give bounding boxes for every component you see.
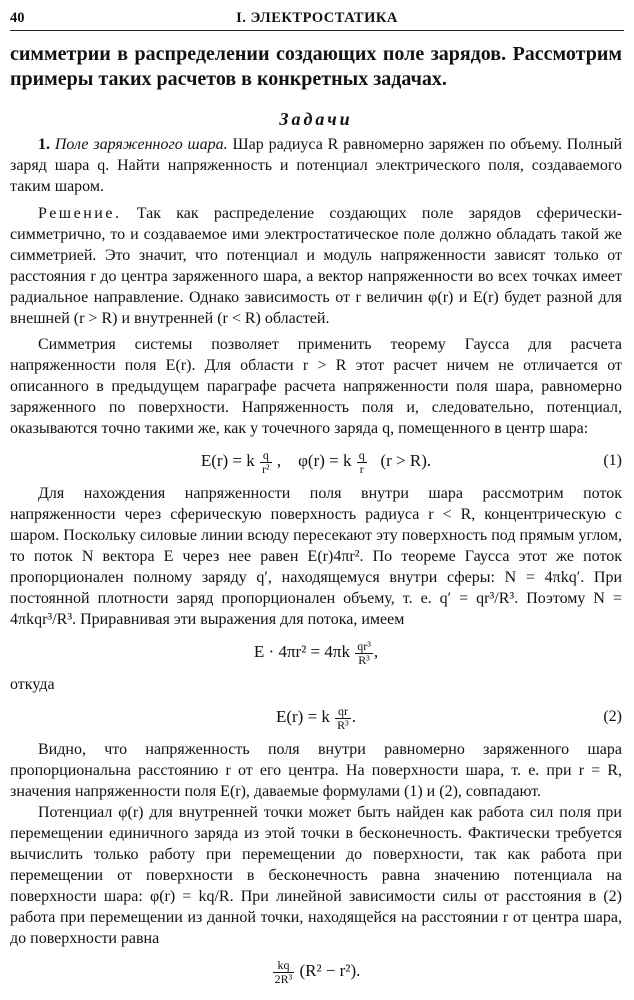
eq1-mid: , φ(r) = k — [276, 451, 352, 470]
potential-paragraph: Потенциал φ(r) для внутренней точки может быть найден как работа сил поля при перемещении единичного заряда из этой точки в бесконечность. Фактически требуется вычислить только работу при перемещении до поверхности, так как работа при перемещении от поверхности в бесконечность равна значению потенциала на поверхности шара: φ(r) = kq/R. При линейной зависимости силы от расстояния в (2) работа при перемещении из данной точки, находящейся на расстоянии r от центра шара, до поверхности равна — [10, 804, 622, 947]
eq-flux-tail: , — [373, 642, 379, 661]
eq2-number: (2) — [603, 708, 622, 725]
eq-flux-num: qr³ — [357, 638, 371, 653]
problem-statement — [10, 134, 622, 197]
eq1-condition: (r > R). — [372, 451, 432, 470]
eq-flux-den: R³ — [358, 652, 370, 667]
equation-flux — [10, 630, 622, 674]
seen-paragraph: Видно, что напряженность поля внутри равномерно заряженного шара пропорциональна расстоянию r от его центра. На поверхности шара, т. е. при r = R, значения напряженности поля E(r), даваемые формулами (1) и (2), совпадают. — [10, 741, 622, 800]
problem-number: 1. — [38, 136, 50, 153]
eq1-fraction-a — [260, 449, 272, 476]
equation-2 — [10, 695, 622, 739]
eq2-fraction — [335, 705, 351, 732]
eq3-fraction — [273, 959, 295, 986]
eq2-left: E(r) = k — [275, 707, 330, 726]
gauss-paragraph: Симметрия системы позволяет применить теорему Гаусса для расчета напряженности поля E(r). Для области r > R этот расчет ничем не отличается от описанного в предыдущем параграфе расчета напряженности поля шара, равномерно заряженного по поверхности. Напряженность поля и, следовательно, потенциал, оказываются точно такими же, как у точечного заряда q, помещенного в центр шара: — [10, 336, 622, 437]
eq1-frac-a-den: r² — [262, 461, 270, 476]
page-number: 40 — [10, 10, 25, 26]
equation-1 — [10, 439, 622, 483]
eq3-tail: (R² − r²). — [295, 961, 361, 980]
equation-3 — [10, 949, 622, 993]
eq1-left: E(r) = k — [200, 451, 255, 470]
whence-word: откуда — [10, 676, 55, 693]
eq-flux-left: E · 4πr² = 4πk — [253, 642, 350, 661]
eq3-den: 2R³ — [274, 971, 293, 986]
eq1-fraction-b — [357, 449, 367, 476]
eq-flux-fraction — [355, 640, 373, 667]
eq2-num: qr — [335, 705, 351, 719]
eq3-num: kq — [273, 959, 295, 973]
solution-paragraph — [10, 203, 622, 329]
running-title: I. ЭЛЕКТРОСТАТИКА — [236, 10, 398, 26]
eq1-frac-b-num: q — [358, 447, 365, 462]
eq2-tail: . — [351, 707, 357, 726]
lead-paragraph: симметрии в распределении создающих поле зарядов. Рассмотрим примеры таких расчетов в конкретных задачах. — [10, 43, 622, 90]
problem-text: Шар радиуса R равномерно заряжен по объему. Полный заряд шара q. Найти напряженность и потенциал электрического поля, создаваемого таким шаром. — [10, 136, 623, 195]
section-title: Задачи — [279, 109, 353, 129]
eq1-frac-b-den: r — [359, 461, 364, 476]
page-content — [10, 42, 622, 993]
eq1-number: (1) — [603, 452, 622, 469]
eq1-frac-a-num: q — [260, 449, 272, 463]
solution-text: Так как распределение создающих поле зарядов сферически-симметрично, то и создаваемое ими электростатическое поле должно обладать такой же симметрией. Это значит, что потенциал и модуль напряженности зависят только от расстояния r до центра заряженного шара, а вектор напряженности во всех точках имеет радиальное направление. Однако зависимость от r величин φ(r) и E(r) будет разной для внешней (r > R) и внутренней (r < R) областей. — [10, 205, 622, 327]
solution-label: Решение. — [38, 205, 122, 222]
problem-title: Поле заряженного шара. — [54, 136, 228, 153]
inside-paragraph: Для нахождения напряженности поля внутри шара рассмотрим поток напряженности через сферическую поверхность радиуса r < R, концентрическую с шаром. Поскольку силовые линии всюду пересекают эту поверхность под прямым углом, то поток N вектора E через нее равен E(r)4πr². По теореме Гаусса этот же поток пропорционален полному заряду q′, находящемуся внутри сферы: N = 4πkq′. При постоянной плотности заряд пропорционален объему, т. е. q′ = qr³/R³. Поэтому N = 4πkqr³/R³. Приравнивая эти выражения для потока, имеем — [10, 485, 622, 628]
eq2-den: R³ — [337, 717, 349, 732]
page-header — [10, 8, 624, 31]
